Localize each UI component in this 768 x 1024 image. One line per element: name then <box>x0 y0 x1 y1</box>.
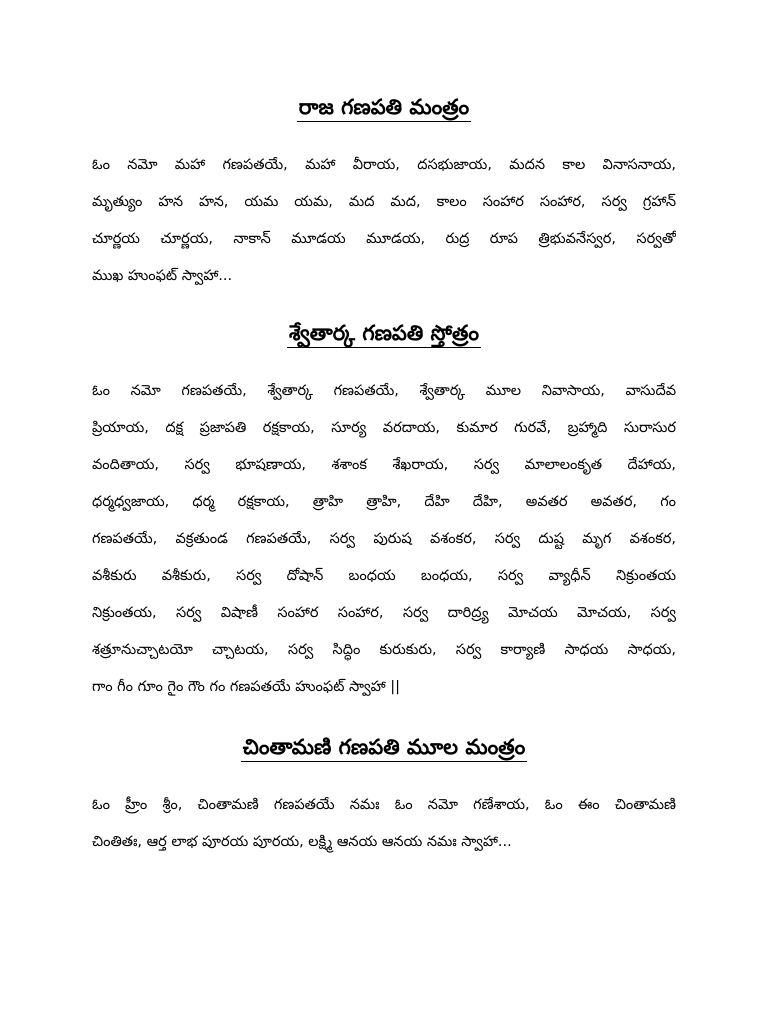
paragraph-line: గణపతయే, వక్రతుండ గణపతయే, సర్వ పురుష వశంకర, సర్వ దుష్ట మృగ వశంకర, <box>92 531 676 547</box>
mantra-paragraph-raja-ganapati <box>92 147 676 295</box>
paragraph-line: చింతితః, ఆర్త లాభ పూరయ పూరయ, లక్ష్మి ఆనయ ఆనయ నమః స్వాహా... <box>92 834 512 850</box>
paragraph-line: ఓం హ్రీం శ్రీం, చింతామణి గణపతయే నమః ఓం నమో గణేశాయ, ఓం ఈం చింతామణి <box>92 797 676 813</box>
paragraph-line: ధర్మధ్వజాయ, ధర్మ రక్షకాయ, త్రాహి త్రాహి, దేహి దేహి, అవతర అవతర, గం <box>92 494 676 510</box>
paragraph-line: ఓం నమో మహా గణపతయే, మహా వీరాయ, దసభుజాయ, మదన కాల వినాసనాయ, <box>92 157 676 173</box>
paragraph-line: మృత్యుం హన హన, యమ యమ, మద మద, కాలం సంహార సంహార, సర్వ గ్రహాన్ <box>92 194 676 210</box>
paragraph-line: ఓం నమో గణపతయే, శ్వేతార్క గణపతయే, శ్వేతార్క మూల నివాసాయ, వాసుదేవ <box>92 383 676 399</box>
section-title-swetharka-ganapati <box>0 318 768 348</box>
paragraph-line: నిక్రుంతయ, సర్వ విషాణీ సంహార సంహార, సర్వ దారిద్ర్య మోచయ మోచయ, సర్వ <box>92 605 676 621</box>
paragraph-line: వందితాయ, సర్వ భూషణాయ, శశాంక శేఖరాయ, సర్వ మాలాలంకృత దేహాయ, <box>92 457 676 473</box>
paragraph-line: వశీకురు వశీకురు, సర్వ దోషాన్ బంధయ బంధయ, సర్వ వ్యాధీన్ నిక్రుంతయ <box>92 568 676 584</box>
paragraph-line: గాం గీం గూం గైం గౌం గం గణపతయే హుంఫట్ స్వాహా || <box>92 679 400 695</box>
section-title-text: శ్వేతార్క గణపతి స్తోత్రం <box>287 320 481 348</box>
stotram-paragraph-swetharka-ganapati <box>92 373 676 706</box>
paragraph-line: శత్రూనుచ్చాటయో చ్చాటయ, సర్వ సిద్ధిం కురుకురు, సర్వ కార్యాణి సాధయ సాధయ, <box>92 642 676 658</box>
section-title-raja-ganapati <box>0 92 768 122</box>
paragraph-line: ముఖ హుంఫట్ స్వాహా... <box>92 268 233 284</box>
paragraph-line: చూర్ణయ చూర్ణయ, నాకాన్ మూడయ మూడయ, రుద్ర రూప త్రిభువనేస్వర, సర్వతో <box>92 231 676 247</box>
section-title-chintamani-ganapati <box>0 732 768 762</box>
section-title-text: రాజ గణపతి మంత్రం <box>297 94 471 122</box>
mantra-paragraph-chintamani-ganapati <box>92 787 676 861</box>
section-title-text: చింతామణి గణపతి మూల మంత్రం <box>241 734 527 762</box>
paragraph-line: ప్రియాయ, దక్ష ప్రజాపతి రక్షకాయ, సూర్య వరదాయ, కుమార గురవే, బ్రహ్మాది సురాసుర <box>92 420 676 436</box>
